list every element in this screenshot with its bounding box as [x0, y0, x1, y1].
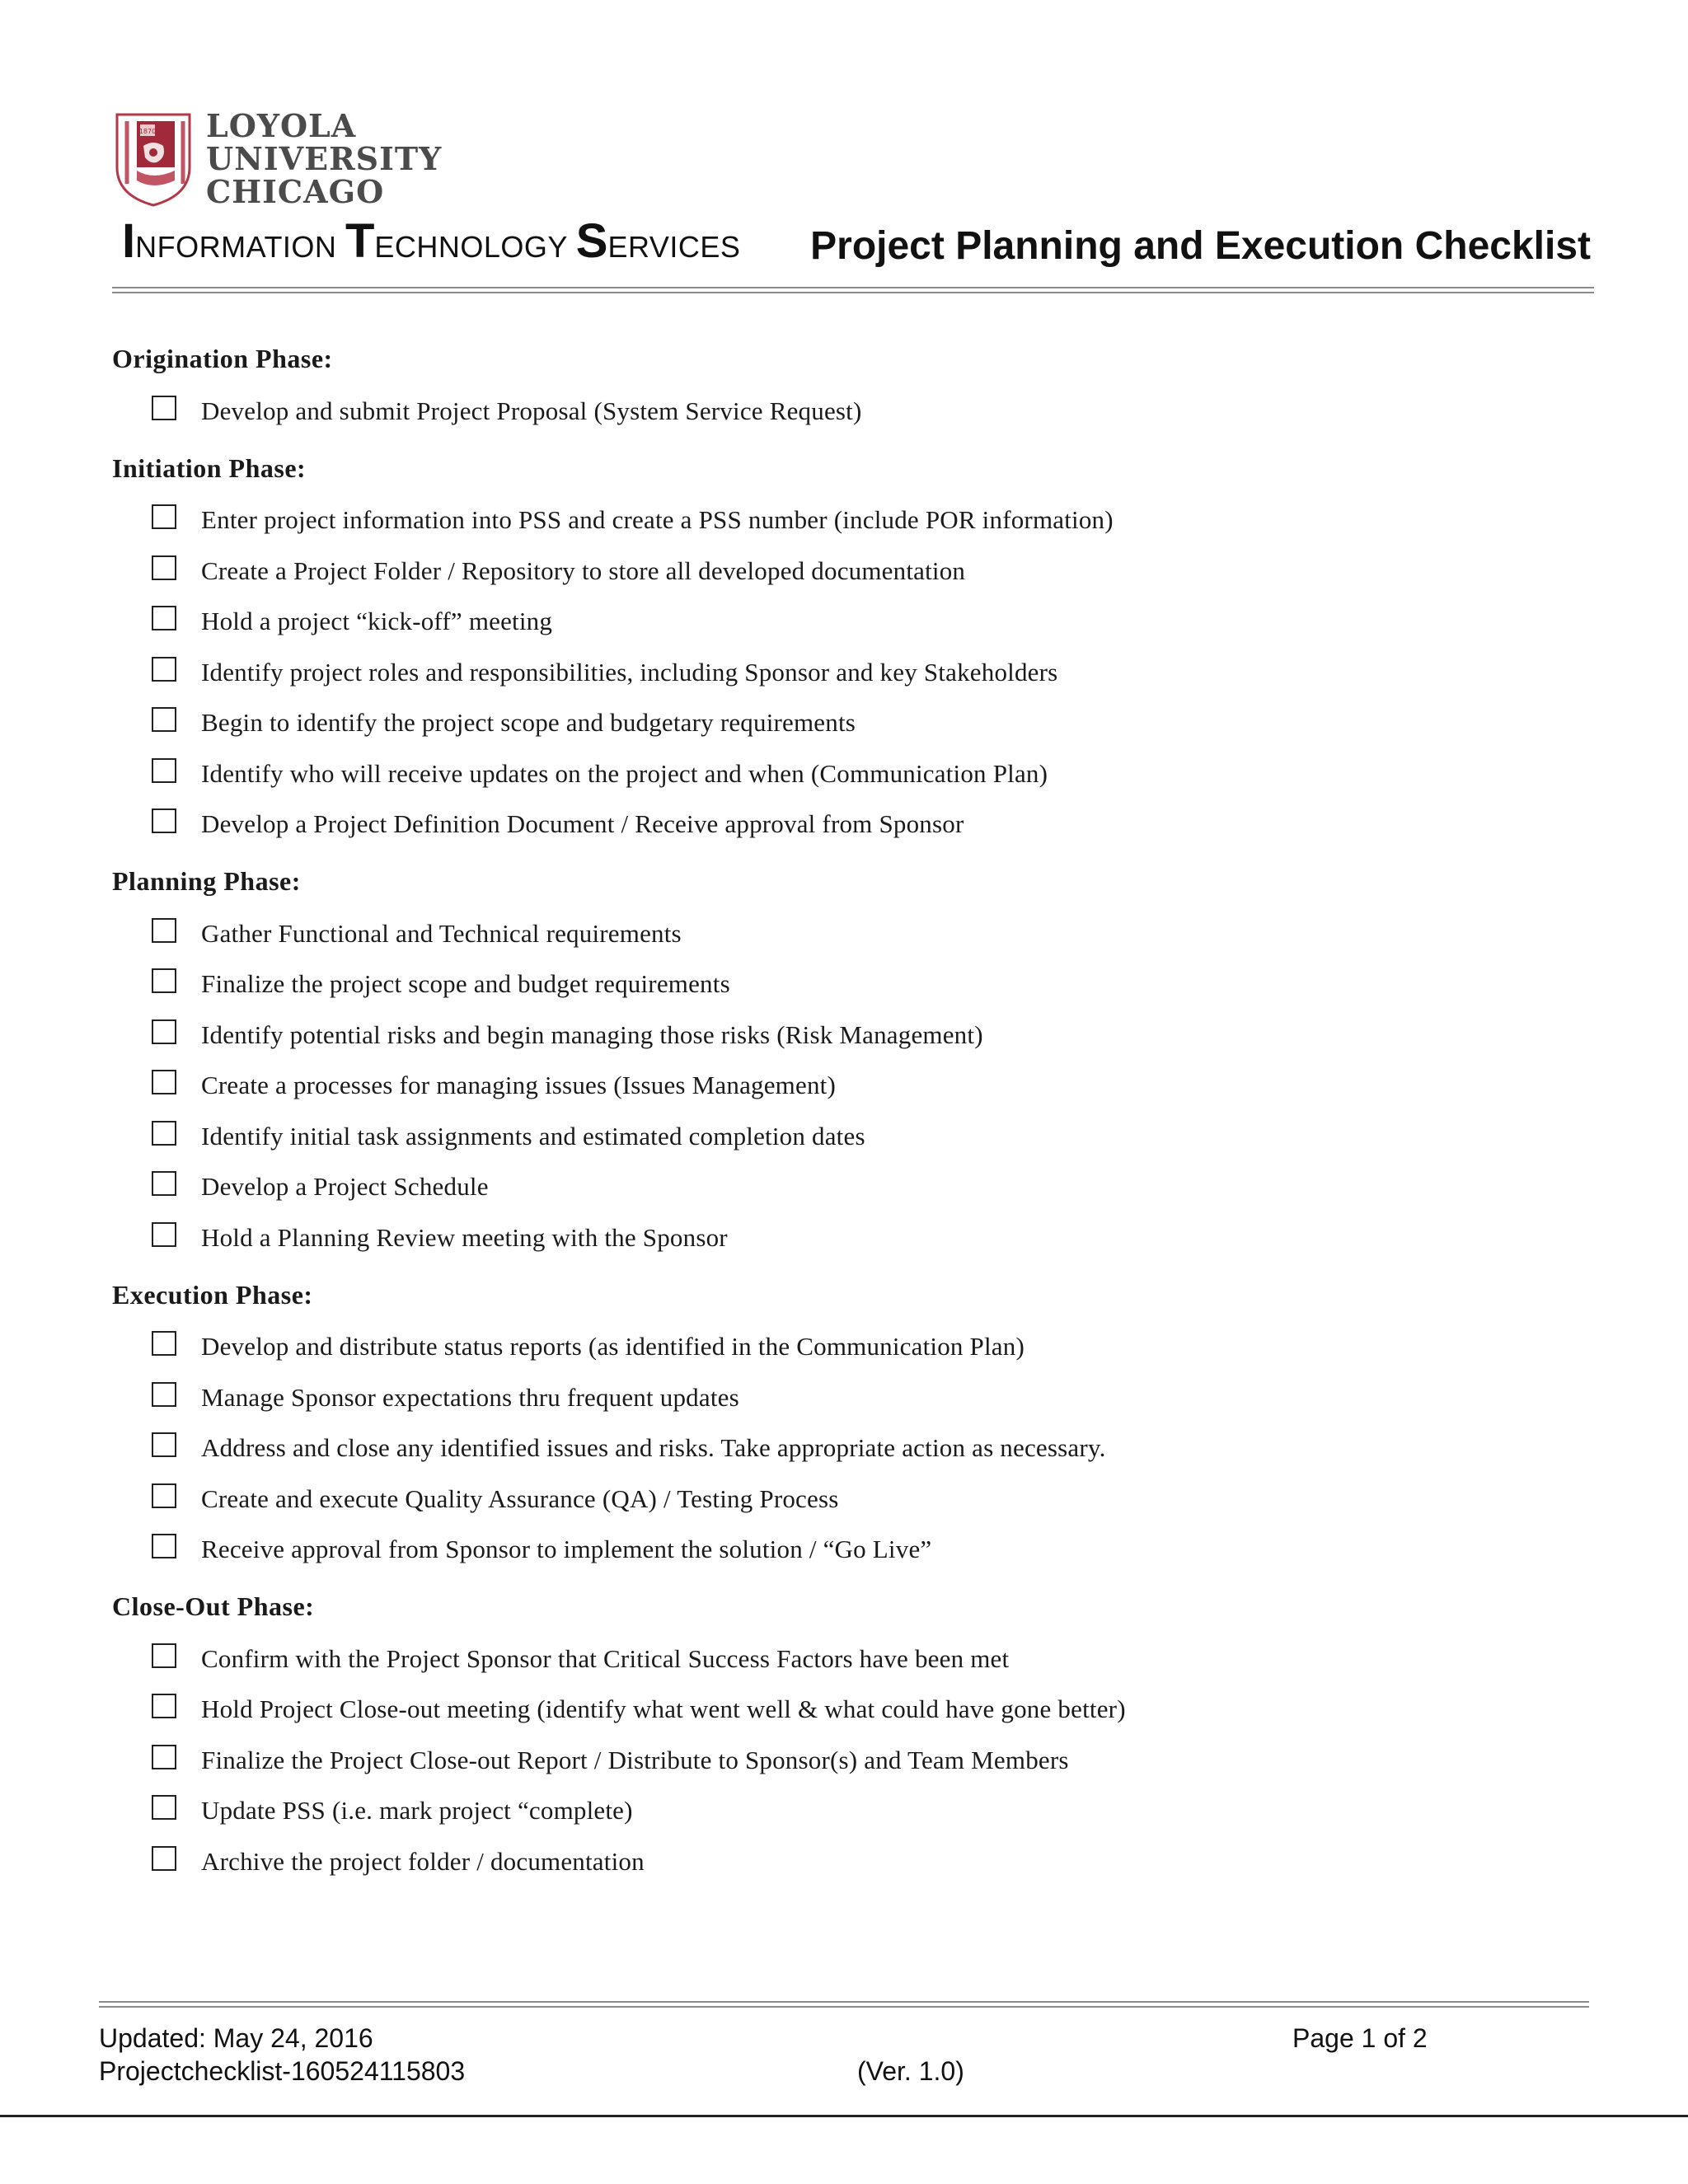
checklist-item	[112, 1633, 1579, 1685]
department-title-word-2: ECHNOLOGY	[374, 230, 576, 264]
checklist-item	[112, 1474, 1579, 1525]
phase-title: Origination Phase:	[112, 344, 333, 373]
checklist-item-label: Update PSS (i.e. mark project “complete)	[201, 1796, 633, 1825]
department-title-cap-i: I	[122, 214, 136, 268]
checkbox[interactable]	[152, 1121, 176, 1146]
university-logo	[112, 107, 442, 211]
checklist-item	[112, 1525, 1579, 1576]
checkbox[interactable]	[152, 758, 176, 783]
checklist-item-label: Identify initial task assignments and estimated completion dates	[201, 1121, 865, 1151]
file-id: Projectchecklist-160524115803	[99, 2056, 466, 2086]
department-title-word-1: NFORMATION	[135, 230, 345, 264]
checklist-item-label: Hold Project Close-out meeting (identify what went well & what could have gone better)	[201, 1694, 1126, 1724]
checklist-item-label: Hold a project “kick-off” meeting	[201, 607, 553, 636]
page-number: Page 1 of 2	[1292, 2023, 1428, 2053]
checklist-item-label: Manage Sponsor expectations thru frequent updates	[201, 1382, 739, 1412]
checklist-item-label: Address and close any identified issues and risks. Take appropriate action as necessary.	[201, 1433, 1106, 1463]
seal-year: 1870	[138, 128, 157, 135]
checklist-item-label: Finalize the Project Close-out Report / Distribute to Sponsor(s) and Team Members	[201, 1745, 1069, 1774]
checklist-item	[112, 1212, 1579, 1263]
footer	[99, 2015, 1591, 2089]
checklist-item	[112, 1322, 1579, 1373]
checkbox[interactable]	[152, 1483, 176, 1508]
checkbox[interactable]	[152, 1694, 176, 1718]
checklist-item	[112, 1836, 1579, 1887]
department-title-word-3: ERVICES	[607, 230, 741, 264]
checklist-item-label: Identify who will receive updates on the project and when (Communication Plan)	[201, 758, 1048, 788]
checklist-item-label: Develop and distribute status reports (as identified in the Communication Plan)	[201, 1332, 1025, 1361]
checklist-item-label: Identify project roles and responsibilities, including Sponsor and key Stakeholders	[201, 657, 1058, 687]
checkbox[interactable]	[152, 1795, 176, 1820]
checklist-item	[112, 1786, 1579, 1837]
checklist-item-label: Finalize the project scope and budget requirements	[201, 969, 730, 999]
checklist-item-label: Begin to identify the project scope and budgetary requirements	[201, 708, 856, 738]
checkbox[interactable]	[152, 606, 176, 630]
checklist-item	[112, 698, 1579, 749]
checkbox[interactable]	[152, 1019, 176, 1044]
checklist-item	[112, 1735, 1579, 1786]
header-divider	[112, 287, 1594, 293]
updated-date: Updated: May 24, 2016	[99, 2023, 373, 2053]
checklist-item	[112, 1685, 1579, 1736]
checklist-item-label: Confirm with the Project Sponsor that Critical Success Factors have been met	[201, 1643, 1010, 1673]
department-title-cap-t: T	[345, 214, 375, 268]
logo-line-1: LOYOLA	[206, 107, 357, 144]
phase-section	[112, 1587, 1579, 1887]
department-title	[122, 213, 740, 269]
checklist-item	[112, 959, 1579, 1010]
checkbox[interactable]	[152, 555, 176, 580]
checkbox[interactable]	[152, 657, 176, 682]
checklist-item	[112, 1423, 1579, 1474]
checklist-item	[112, 1061, 1579, 1112]
logo-line-3: CHICAGO	[206, 173, 385, 210]
checklist-item	[112, 799, 1579, 851]
checklist-item	[112, 1372, 1579, 1423]
phase-section	[112, 862, 1579, 1263]
phase-title: Initiation Phase:	[112, 452, 307, 483]
checkbox[interactable]	[152, 1382, 176, 1407]
university-seal-icon	[112, 110, 195, 209]
checklist-item-label: Receive approval from Sponsor to implement the solution / “Go Live”	[201, 1535, 932, 1564]
checklist-item	[112, 386, 1579, 437]
checklist-item	[112, 495, 1579, 546]
checklist-item	[112, 748, 1579, 799]
phase-title: Close-Out Phase:	[112, 1591, 315, 1621]
checkbox[interactable]	[152, 1171, 176, 1196]
checkbox[interactable]	[152, 1331, 176, 1356]
checkbox[interactable]	[152, 1070, 176, 1094]
checklist-item-label: Gather Functional and Technical requirements	[201, 918, 682, 948]
checklist-item	[112, 1010, 1579, 1061]
checkbox[interactable]	[152, 1745, 176, 1769]
checklist-item	[112, 1162, 1579, 1213]
checklist	[112, 340, 1579, 1900]
checklist-item-label: Develop a Project Definition Document / Receive approval from Sponsor	[201, 809, 964, 839]
checklist-item-label: Create a processes for managing issues (Issues Management)	[201, 1071, 836, 1100]
header	[115, 214, 1591, 279]
checkbox[interactable]	[152, 707, 176, 732]
checklist-item-label: Develop a Project Schedule	[201, 1172, 489, 1202]
phase-section	[112, 340, 1579, 437]
checklist-item	[112, 647, 1579, 698]
checkbox[interactable]	[152, 1432, 176, 1457]
checkbox[interactable]	[152, 396, 176, 420]
department-title-cap-s: S	[575, 214, 608, 268]
checkbox[interactable]	[152, 1222, 176, 1247]
checkbox[interactable]	[152, 968, 176, 993]
checklist-item-label: Create a Project Folder / Repository to store all developed documentation	[201, 555, 966, 585]
footer-divider	[99, 2001, 1589, 2008]
logo-line-2: UNIVERSITY	[206, 140, 443, 177]
checklist-item-label: Enter project information into PSS and create a PSS number (include POR information)	[201, 505, 1114, 535]
phase-section	[112, 449, 1579, 851]
phase-section	[112, 1276, 1579, 1576]
checkbox[interactable]	[152, 1643, 176, 1668]
checklist-item	[112, 1111, 1579, 1162]
checklist-item-label: Hold a Planning Review meeting with the Sponsor	[201, 1222, 728, 1252]
checkbox[interactable]	[152, 1534, 176, 1558]
checkbox[interactable]	[152, 504, 176, 529]
page-bottom-border	[0, 2115, 1688, 2117]
checklist-item-label: Develop and submit Project Proposal (System Service Request)	[201, 396, 862, 425]
document-title: Project Planning and Execution Checklist	[810, 224, 1591, 268]
checklist-item-label: Archive the project folder / documentation	[201, 1846, 645, 1876]
checklist-item	[112, 908, 1579, 959]
version: (Ver. 1.0)	[857, 2056, 964, 2086]
checkbox[interactable]	[152, 808, 176, 833]
phase-title: Planning Phase:	[112, 866, 301, 896]
checklist-item	[112, 597, 1579, 648]
phase-title: Execution Phase:	[112, 1279, 313, 1310]
checkbox[interactable]	[152, 918, 176, 943]
checklist-item-label: Identify potential risks and begin managing those risks (Risk Management)	[201, 1019, 983, 1049]
checklist-item-label: Create and execute Quality Assurance (QA) / Testing Process	[201, 1483, 839, 1513]
checkbox[interactable]	[152, 1846, 176, 1871]
checklist-item	[112, 546, 1579, 597]
